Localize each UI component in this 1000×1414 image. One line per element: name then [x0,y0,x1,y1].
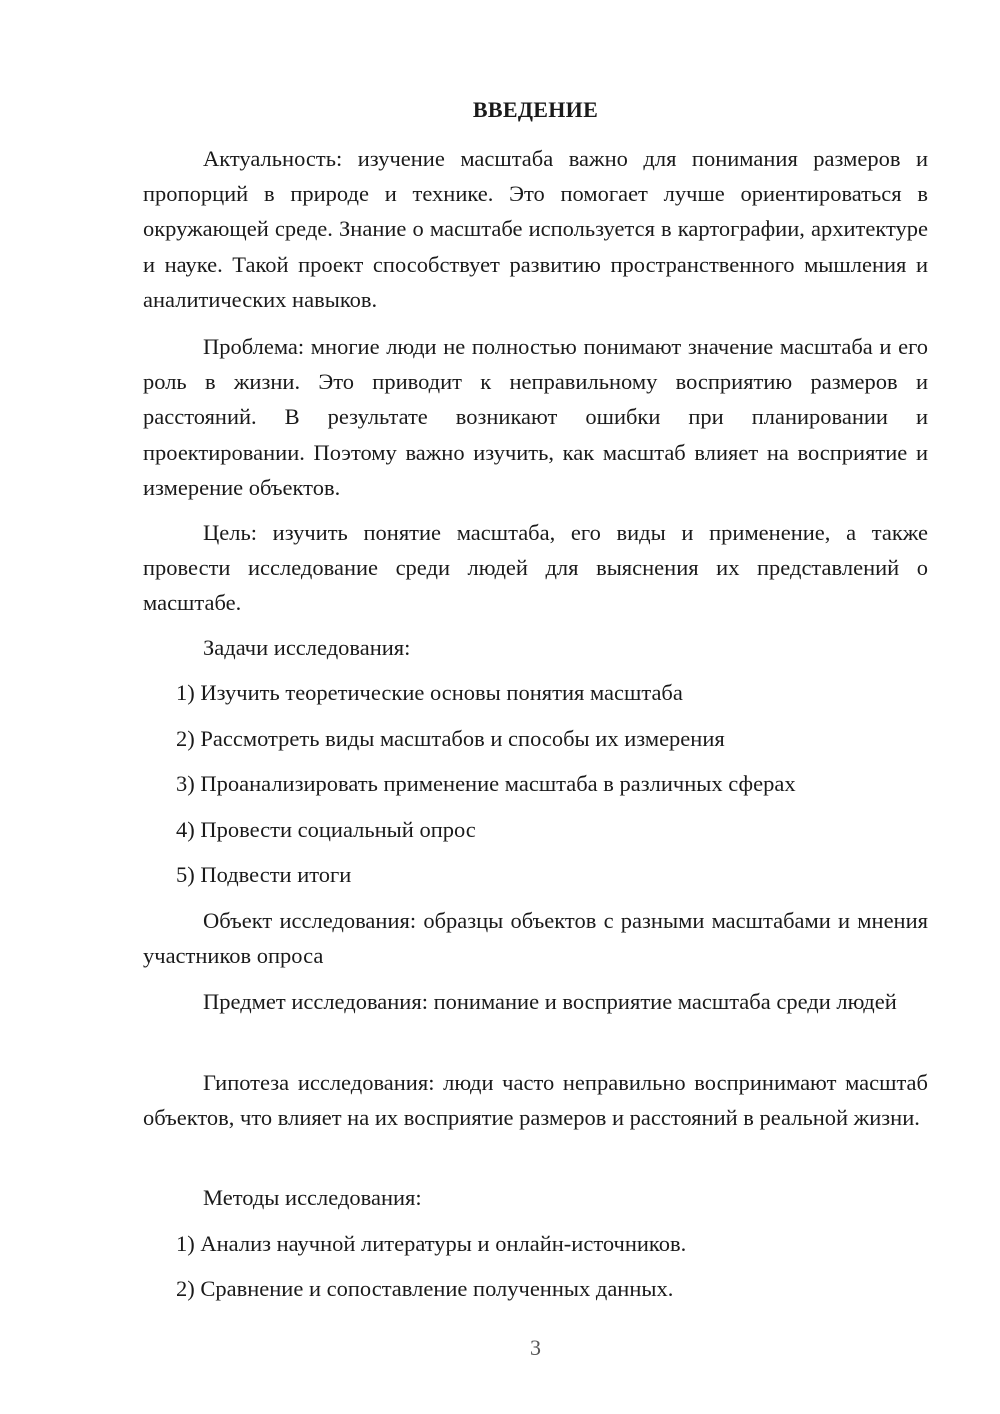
task-item: 4) Провести социальный опрос [176,817,476,842]
section-title: ВВЕДЕНИЕ [472,97,599,122]
task-item: 1) Изучить теоретические основы понятия масштаба [176,680,683,705]
subject-paragraph: Предмет исследования: понимание и восприятие масштаба среди людей [203,989,897,1014]
problem-paragraph: Проблема: многие люди не полностью понимают значение масштаба и его роль в жизни. Это приводит к неправильному восприятию размеров и расстояний. В результате возникают ошибки при планировании и проектировании. Поэтому важно изучить, как масштаб влияет на восприятие и измерение объектов. [143,334,928,500]
goal-paragraph: Цель: изучить понятие масштаба, его виды и применение, а также провести исследование среди людей для выяснения их представлений о масштабе. [143,520,928,616]
page-number: 3 [530,1335,541,1360]
relevance-paragraph: Актуальность: изучение масштаба важно для понимания размеров и пропорций в природе и технике. Это помогает лучше ориентироваться в окружающей среде. Знание о масштабе используется в картографии, архитектуре и науке. Такой проект способствует развитию пространственного мышления и аналитических навыков. [143,146,928,312]
hypothesis-paragraph: Гипотеза исследования: люди часто неправильно воспринимают масштаб объектов, что влияет на их восприятие размеров и расстояний в реальной жизни. [143,1070,928,1131]
task-item: 3) Проанализировать применение масштаба в различных сферах [176,771,796,796]
method-item: 2) Сравнение и сопоставление полученных данных. [176,1276,674,1301]
tasks-heading: Задачи исследования: [203,635,411,660]
task-item: 5) Подвести итоги [176,862,352,887]
object-paragraph: Объект исследования: образцы объектов с разными масштабами и мнения участников опроса [143,908,928,969]
task-item: 2) Рассмотреть виды масштабов и способы их измерения [176,726,725,751]
methods-heading: Методы исследования: [203,1185,422,1210]
method-item: 1) Анализ научной литературы и онлайн-источников. [176,1231,687,1256]
